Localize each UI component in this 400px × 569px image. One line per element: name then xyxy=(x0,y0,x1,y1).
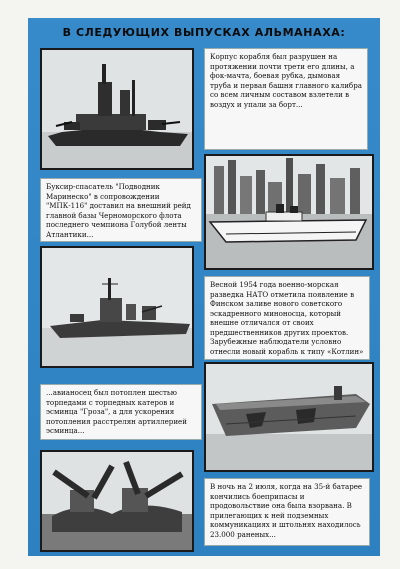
page-heading: В СЛЕДУЮЩИХ ВЫПУСКАХ АЛЬМАНАХА: xyxy=(62,26,346,39)
destroyer-caption: Весной 1954 года военно-морская разведка НАТО отметила появление в Финском заливе нового советского эскадренного миноносца, который внешне отличался от своих предшественников других проектов. Зарубежные наблюдатели условно отнесли новый корабль к типу «Котлин» xyxy=(204,276,370,360)
carrier-caption: ...авианосец был потоплен шестью торпедами с торпедных катеров и эсминца "Гроза", а для ускорения потопления расстрелян артиллерией эсминца... xyxy=(40,384,202,440)
destroyer-photo xyxy=(40,246,194,368)
tug-caption: Буксир-спасатель "Подводник Маринеско" в сопровождении "МПК-116" доставил на внешний рейд главной базы Черноморского флота последнего чемпиона Голубой ленты Атлантики... xyxy=(40,178,202,242)
battleship-photo xyxy=(40,48,194,170)
coastal-battery-photo xyxy=(40,450,194,552)
almanac-page xyxy=(28,18,380,556)
carrier-wreck-photo xyxy=(204,362,374,472)
liner-photo xyxy=(204,154,374,270)
battleship-caption: Корпус корабля был разрушен на протяжении почти трети его длины, а фок-мачта, боевая рубка, дымовая труба и первая башня главного калибра со всем личным составом взлетели в воздух и упали за борт... xyxy=(204,48,368,150)
battery-caption: В ночь на 2 июля, когда на 35-й батарее кончились боеприпасы и продовольствие она была взорвана. В прилегающих к ней подземных коммуникациях и штольнях находилось 23.000 раненых... xyxy=(204,478,370,546)
